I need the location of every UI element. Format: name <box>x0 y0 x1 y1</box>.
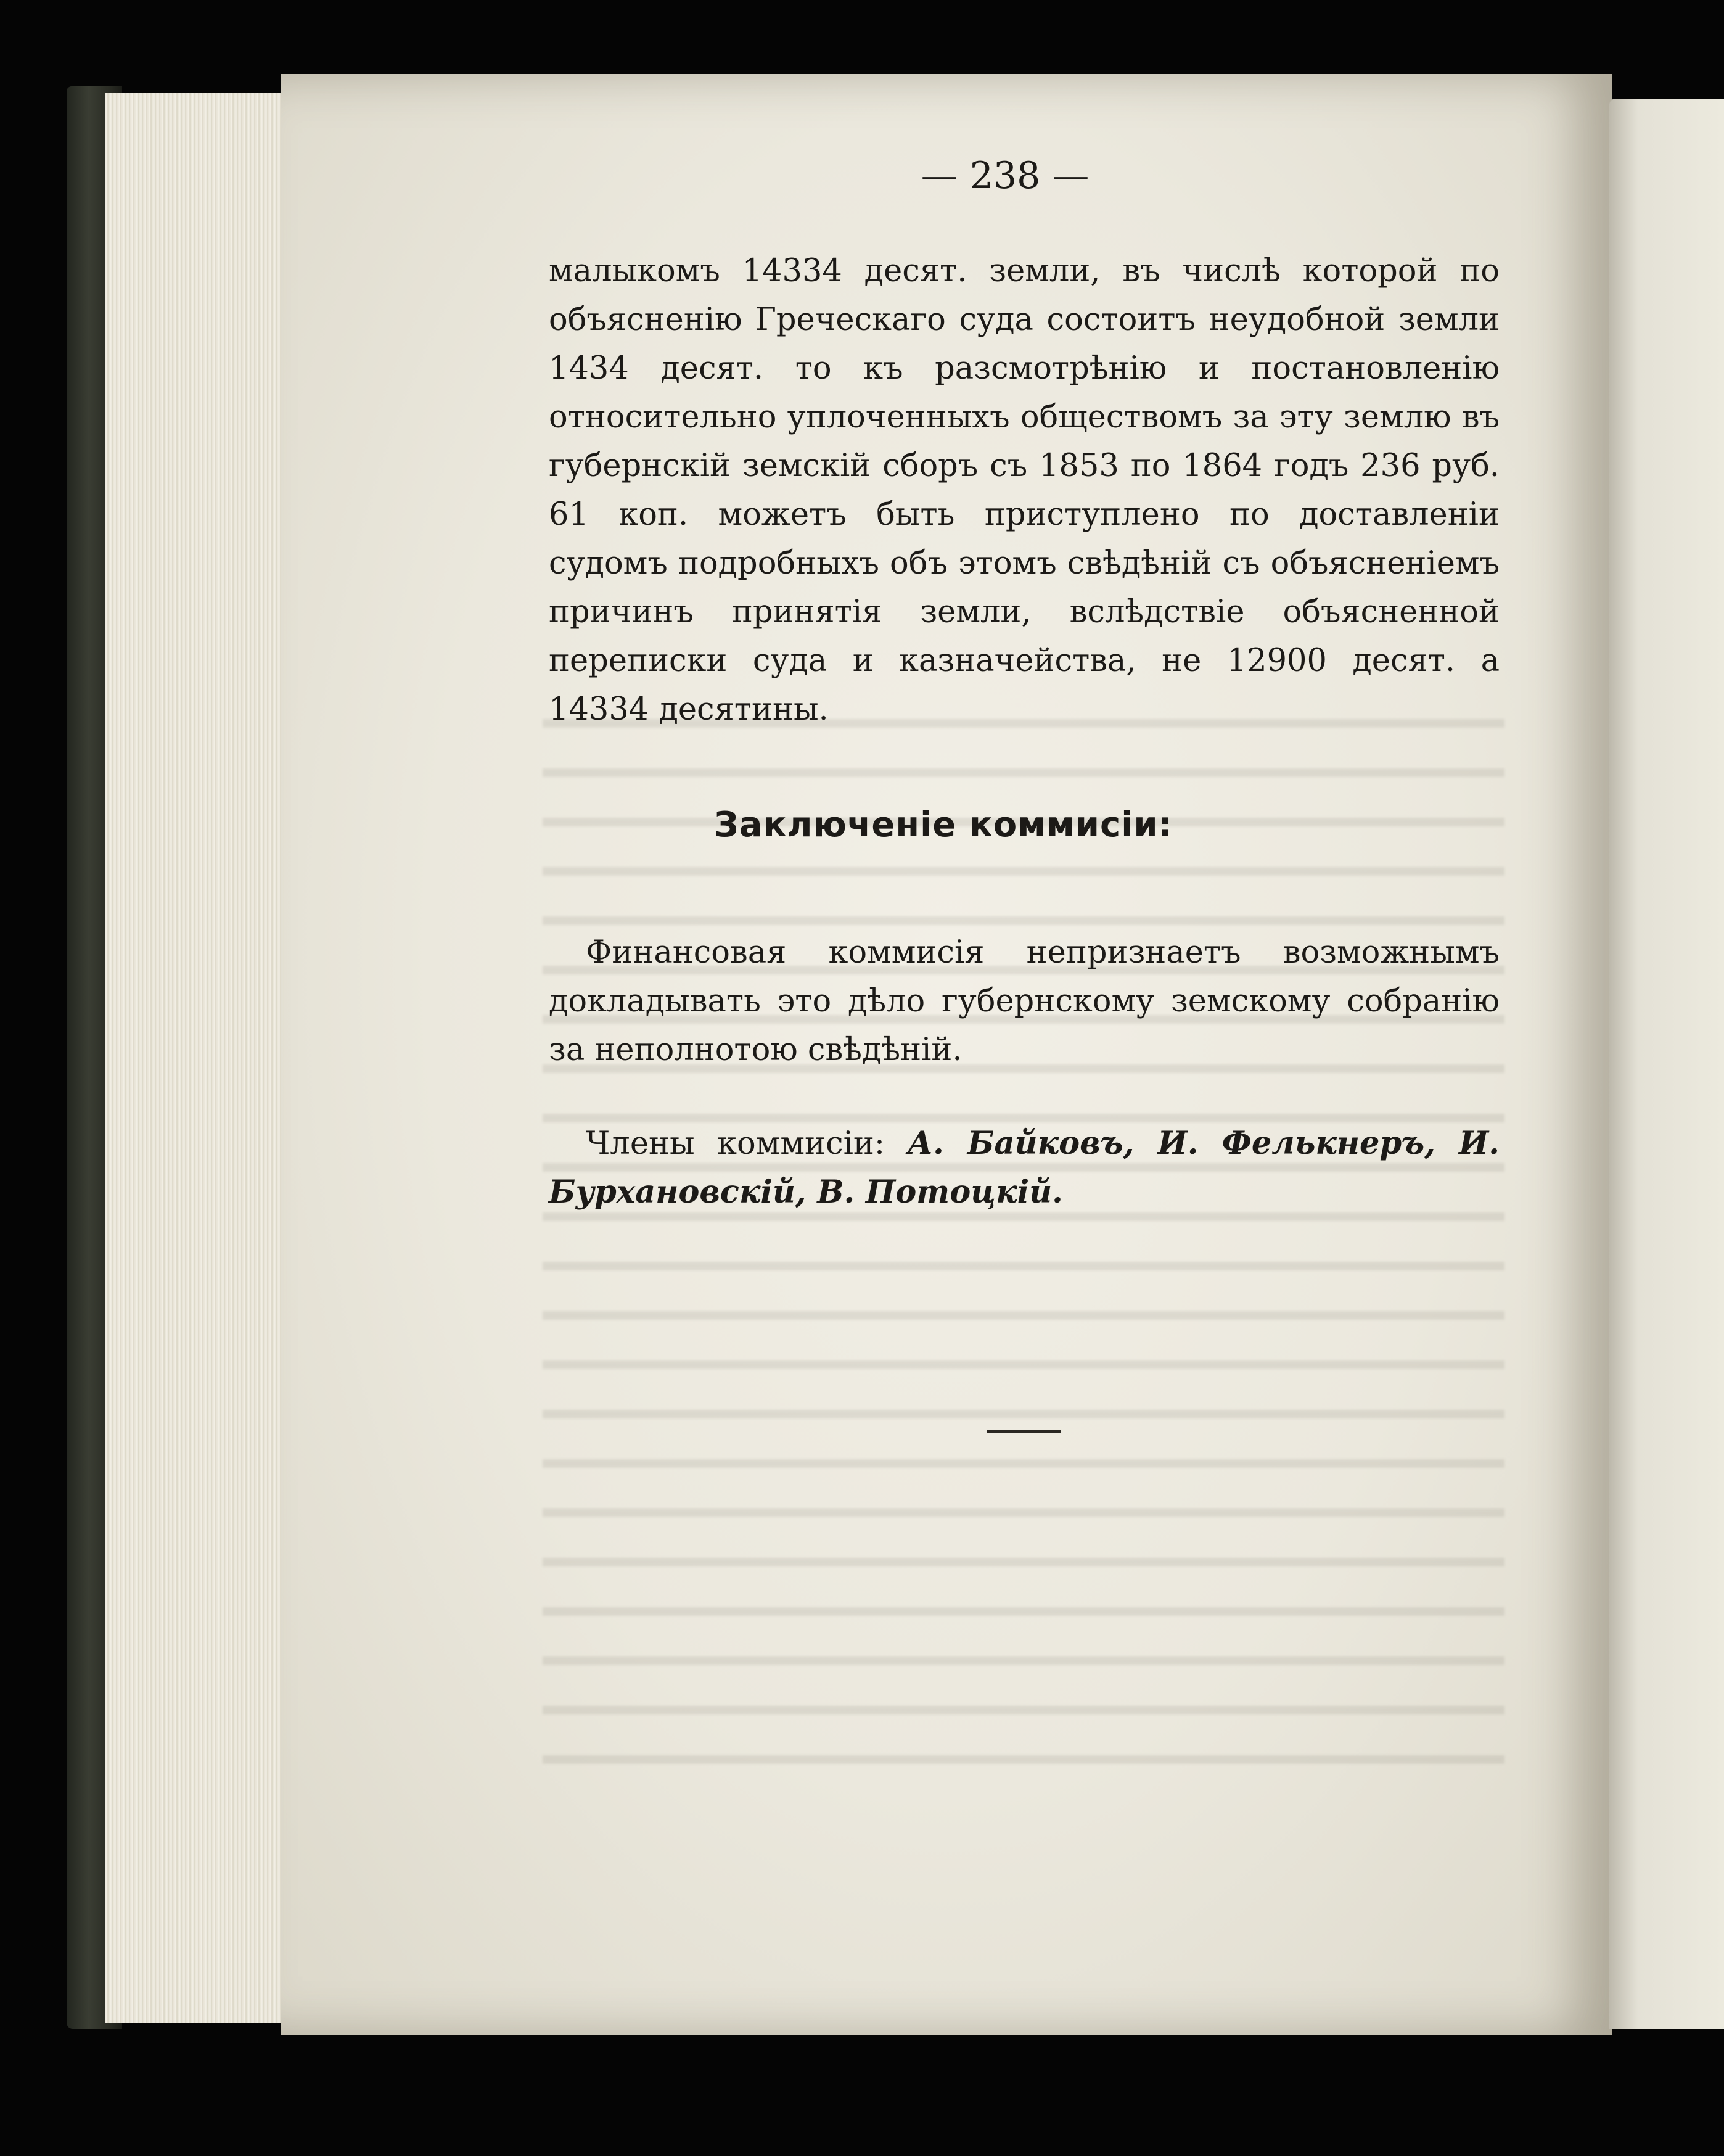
paragraph-text: Финансовая коммисія непризнаетъ возможнымъ докладывать это дѣло губернскому земскому собранію за неполнотою свѣдѣній. <box>549 934 1500 1068</box>
members-paragraph <box>549 1119 1500 1217</box>
section-divider <box>987 1430 1061 1433</box>
page-stack-edges <box>105 93 290 2023</box>
bleed-through-text <box>543 691 1504 1776</box>
paragraph-text: малыкомъ 14334 десят. земли, въ числѣ которой по объясненію Греческаго суда состоитъ неудобной земли 1434 десят. то къ разсмотрѣнію и постановленію относительно уплоченныхъ обществомъ за эту землю въ губернскій земскій сборъ съ 1853 по 1864 годъ 236 руб. 61 коп. можетъ быть приступлено по доставленіи судомъ подробныхъ объ этомъ свѣдѣній съ объясненіемъ причинъ принятія земли, вслѣдствіе объясненной переписки суда и казначейства, не 12900 десят. а 14334 десятины. <box>549 253 1500 728</box>
section-heading: Заключеніе коммисіи: <box>713 805 1173 845</box>
adjacent-page <box>1609 99 1724 2029</box>
members-names: А. Байковъ, И. Фелькнеръ, И. Бурхановскій, В. Потоцкій. <box>549 1125 1500 1211</box>
body-paragraph-2 <box>549 928 1500 1074</box>
members-line <box>549 1119 1500 1217</box>
body-paragraph-1 <box>549 247 1500 734</box>
page-number: — 238 — <box>921 154 1090 197</box>
members-label: Члены коммисіи: <box>586 1125 885 1162</box>
